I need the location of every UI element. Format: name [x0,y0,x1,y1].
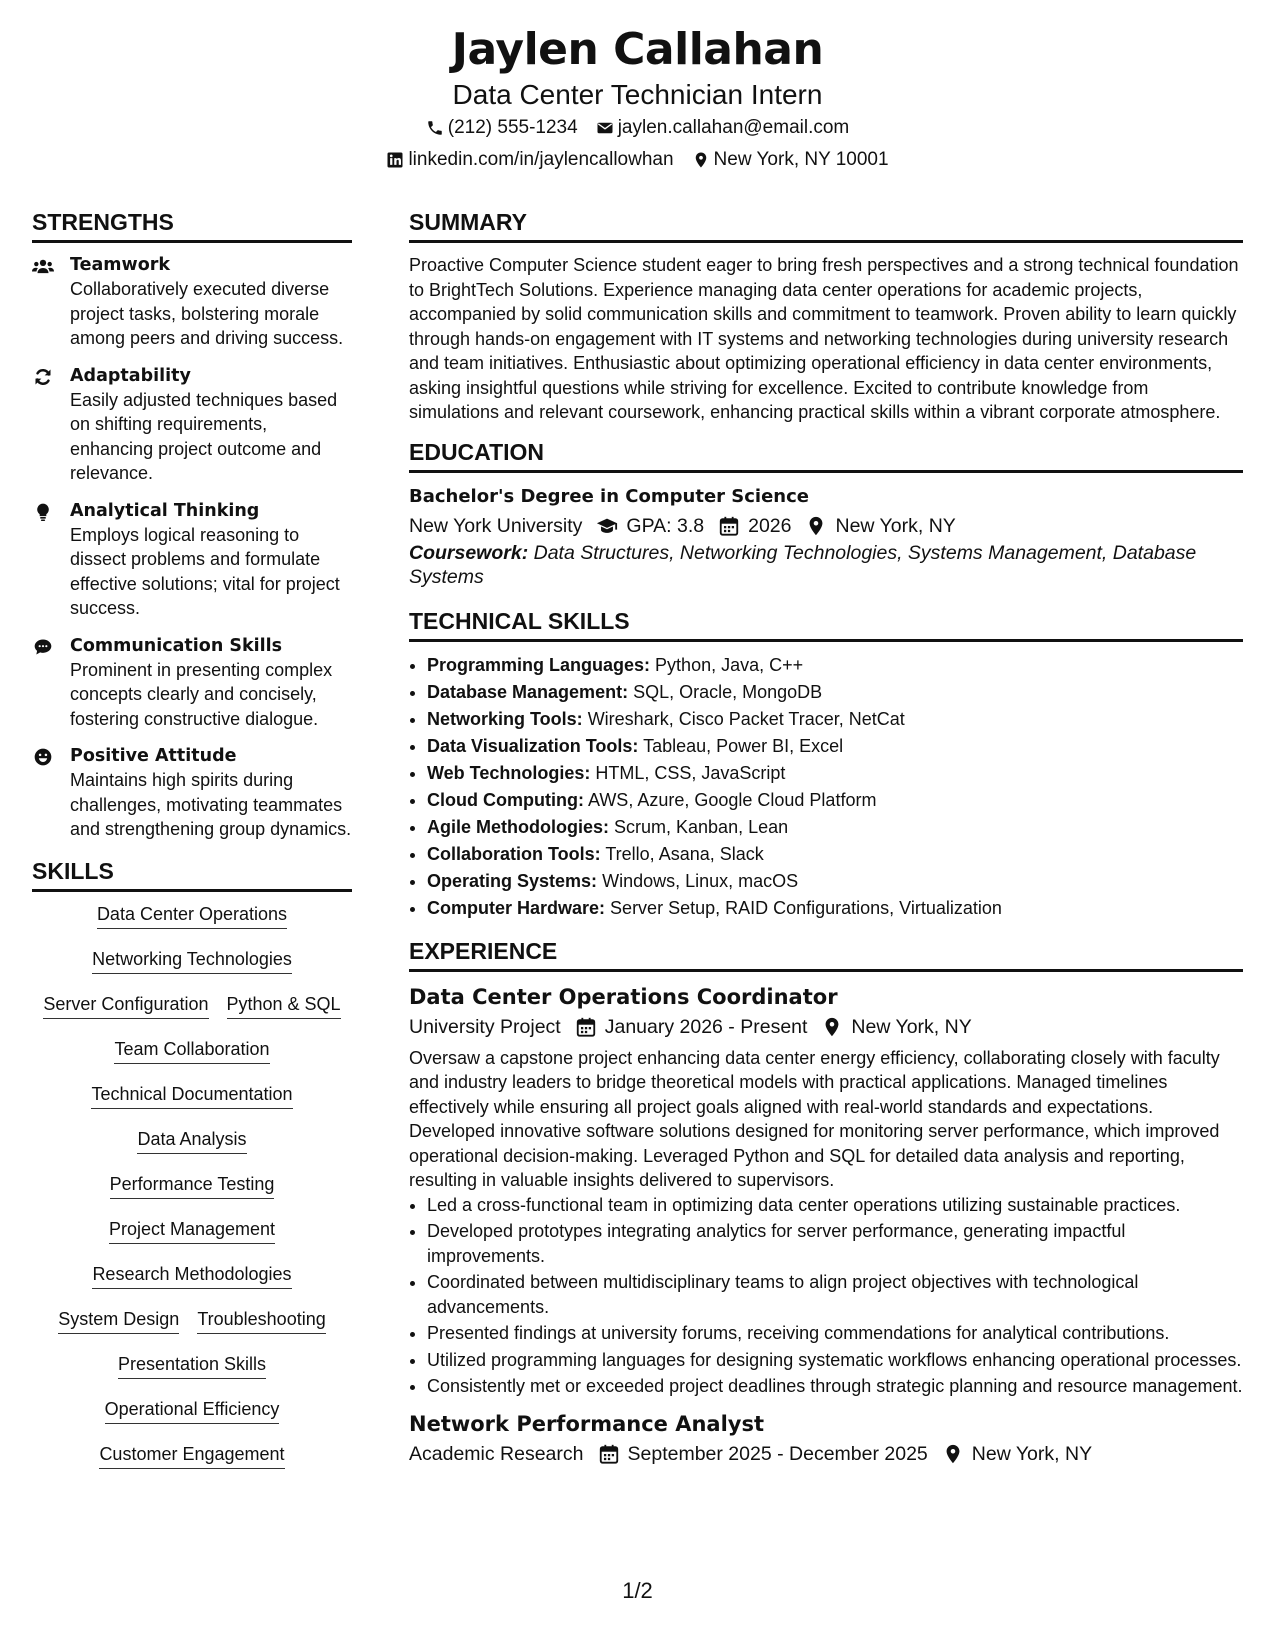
job-entry [409,1409,1243,1469]
strength-desc: Collaboratively executed diverse project tasks, bolstering morale among peers and driving success. [70,279,344,348]
strength-desc: Easily adjusted techniques based on shifting requirements, enhancing project outcome and relevance. [70,389,338,483]
job-bullet: • Consistently met or exceeded project deadlines through strategic planning and resource management. [427,1374,1243,1399]
job-bullet: • Developed prototypes integrating analytics for server performance, generating impactful improvements. [427,1219,1243,1268]
skills-heading: SKILLS [32,856,352,892]
skill-tag: Technical Documentation [91,1082,292,1109]
job-location: New York, NY [851,1015,972,1038]
email-contact[interactable] [596,112,850,144]
location-contact [692,144,889,176]
job-title: Data Center Operations Coordinator [409,984,838,1009]
technical-skill-value: Tableau, Power BI, Excel [643,735,844,756]
job-dates: January 2026 - Present [604,1015,808,1038]
strength-item [32,499,352,621]
calendar-icon [575,1016,597,1038]
strength-title: Positive Attitude [70,746,237,766]
skill-tag: Project Management [109,1217,275,1244]
job-meta [409,1012,1243,1042]
job-org: University Project [409,1015,561,1038]
education-heading: EDUCATION [409,437,1243,473]
technical-skill-label: Database Management: [427,681,629,702]
skill-tag: Customer Engagement [99,1442,284,1469]
linkedin-text[interactable]: linkedin.com/in/jaylencallowhan [408,149,674,170]
linkedin-icon [386,151,404,169]
technical-skill-label: Networking Tools: [427,708,583,729]
skill-tag: Research Methodologies [92,1262,291,1289]
job-bullets [409,1193,1243,1399]
technical-skill-label: Cloud Computing: [427,789,584,810]
skill-row [32,1307,352,1352]
skill-row [32,1217,352,1262]
technical-skill-value: Windows, Linux, macOS [602,870,799,891]
skill-tag: System Design [58,1307,179,1334]
skill-row [32,1352,352,1397]
skill-tag: Data Analysis [137,1127,246,1154]
phone-contact [426,112,578,144]
right-column [409,207,1243,1469]
job-bullet: • Led a cross-functional team in optimizing data center operations utilizing sustainable practices. [427,1193,1243,1218]
skill-row [32,1127,352,1172]
skill-tag: Server Configuration [43,992,208,1019]
gpa-text: GPA: 3.8 [626,514,705,537]
experience-heading: EXPERIENCE [409,936,1243,972]
technical-skill-label: Programming Languages: [427,654,651,675]
school-location: New York, NY [835,514,956,537]
skill-tag: Presentation Skills [118,1352,266,1379]
skill-tag: Troubleshooting [197,1307,325,1334]
technical-skill-item [427,679,1243,706]
map-pin-icon [942,1443,964,1465]
technical-skill-label: Computer Hardware: [427,897,606,918]
skill-row [32,992,352,1037]
skill-row [32,1037,352,1082]
candidate-title: Data Center Technician Intern [452,79,823,110]
strength-item [32,253,352,351]
coursework-label: Coursework: [409,541,529,564]
technical-skill-value: Trello, Asana, Slack [605,843,764,864]
technical-skill-label: Collaboration Tools: [427,843,601,864]
strengths-heading: STRENGTHS [32,207,352,243]
technical-skill-item [427,652,1243,679]
strength-item [32,634,352,732]
smile-icon [32,744,70,842]
users-icon [32,253,70,351]
skill-tag: Data Center Operations [97,902,287,929]
summary-text: Proactive Computer Science student eager to bring fresh perspectives and a strong technical foundation to BrightTech Solutions. Experience managing data center operations for academic projects, accompanied by solid communication skills and commitment to teamwork. Proven ability to learn quickly through hands-on engagement with IT systems and networking technologies during university research and team initiatives. Enthusiastic about optimizing operational efficiency in data center environments, asking insightful questions while striving for excellence. Excited to contribute knowledge from simulations and relevant coursework, enhancing practical skills within a vibrant corporate atmosphere. [409,255,1239,422]
skill-tag: Performance Testing [110,1172,275,1199]
skills-list [32,902,352,1487]
contact-row-1 [0,112,1275,144]
job-bullet: • Coordinated between multidisciplinary teams to align project objectives with technological advancements. [427,1270,1243,1319]
technical-skill-value: Scrum, Kanban, Lean [614,816,789,837]
strength-item [32,364,352,486]
strength-desc: Employs logical reasoning to dissect problems and formulate effective solutions; vital for project success. [70,524,340,618]
technical-skill-label: Operating Systems: [427,870,598,891]
page-number: 1/2 [622,1578,653,1603]
skill-row [32,1397,352,1442]
technical-skill-item [427,760,1243,787]
resume-header [0,22,1275,176]
strength-title: Communication Skills [70,635,283,656]
phone-text: (212) 555-1234 [447,117,578,138]
skill-tag: Python & SQL [227,992,341,1019]
refresh-icon [32,364,70,486]
calendar-icon [718,515,740,537]
map-pin-icon [692,151,710,169]
coursework [409,541,1243,590]
skill-tag: Operational Efficiency [105,1397,280,1424]
technical-skill-value: AWS, Azure, Google Cloud Platform [587,789,877,810]
skill-row [32,947,352,992]
degree-title: Bachelor's Degree in Computer Science [409,485,809,507]
technical-skill-label: Web Technologies: [427,762,591,783]
job-location: New York, NY [971,1442,1093,1465]
job-entry [409,982,1243,1399]
strength-title: Adaptability [70,365,191,386]
technical-skill-value: Python, Java, C++ [655,654,804,675]
job-meta [409,1439,1243,1469]
technical-skills-heading: TECHNICAL SKILLS [409,606,1243,642]
skill-row [32,902,352,947]
contact-row-2 [0,144,1275,176]
candidate-name: Jaylen Callahan [451,24,824,75]
job-dates: September 2025 - December 2025 [627,1442,928,1465]
technical-skill-label: Data Visualization Tools: [427,735,639,756]
strength-item [32,744,352,842]
phone-icon [426,119,444,137]
graduation-year: 2026 [748,514,792,537]
technical-skill-value: Wireshark, Cisco Packet Tracer, NetCat [587,708,905,729]
technical-skill-value: SQL, Oracle, MongoDB [633,681,823,702]
strength-desc: Maintains high spirits during challenges, motivating teammates and strengthening group dynamics. [70,770,352,839]
graduation-cap-icon [596,515,618,537]
job-bullet: • Utilized programming languages for designing systematic workflows enhancing operational processes. [427,1348,1243,1373]
left-column [32,207,352,1487]
linkedin-contact[interactable] [386,144,673,176]
map-pin-icon [805,515,827,537]
skill-tag: Networking Technologies [92,947,292,974]
skill-tag: Team Collaboration [114,1037,269,1064]
job-org: Academic Research [409,1442,584,1465]
school-name: New York University [409,514,583,537]
strength-title: Analytical Thinking [70,500,260,521]
lightbulb-icon [32,499,70,621]
location-text: New York, NY 10001 [713,149,889,170]
strength-desc: Prominent in presenting complex concepts clearly and concisely, fostering constructive dialogue. [70,659,333,729]
summary-heading: SUMMARY [409,207,1243,243]
technical-skill-item [427,706,1243,733]
technical-skill-item [427,868,1243,895]
technical-skill-item [427,841,1243,868]
envelope-icon [596,119,614,137]
technical-skill-label: Agile Methodologies: [427,816,609,837]
strength-title: Teamwork [70,255,170,275]
skill-row [32,1082,352,1127]
technical-skill-item [427,733,1243,760]
skill-row [32,1442,352,1487]
calendar-icon [598,1443,620,1465]
education-meta [409,511,1243,541]
job-title: Network Performance Analyst [409,1411,765,1436]
technical-skill-item [427,895,1243,922]
technical-skill-item [427,814,1243,841]
technical-skill-item [427,787,1243,814]
email-text[interactable]: jaylen.callahan@email.com [617,117,850,138]
map-pin-icon [821,1016,843,1038]
technical-skill-value: HTML, CSS, JavaScript [595,762,786,783]
job-description: Oversaw a capstone project enhancing data center energy efficiency, collaborating closely with faculty and industry leaders to bridge theoretical models with practical applications. Managed timelines effectively while ensuring all project goals aligned with real-world standards and expectations. Developed innovative software solutions designed for monitoring server performance, which improved operational decision-making. Leveraged Python and SQL for detailed data analysis and reporting, resulting in valuable insights delivered to supervisors. [409,1047,1220,1190]
skill-row [32,1262,352,1307]
job-bullet: • Presented findings at university forums, receiving commendations for analytical contributions. [427,1321,1243,1346]
technical-skill-value: Server Setup, RAID Configurations, Virtualization [610,897,1002,918]
coursework-text: Data Structures, Networking Technologies, Systems Management, Database Systems [409,541,1197,588]
technical-skills-list [409,652,1243,922]
skill-row [32,1172,352,1217]
chat-icon [32,634,70,732]
